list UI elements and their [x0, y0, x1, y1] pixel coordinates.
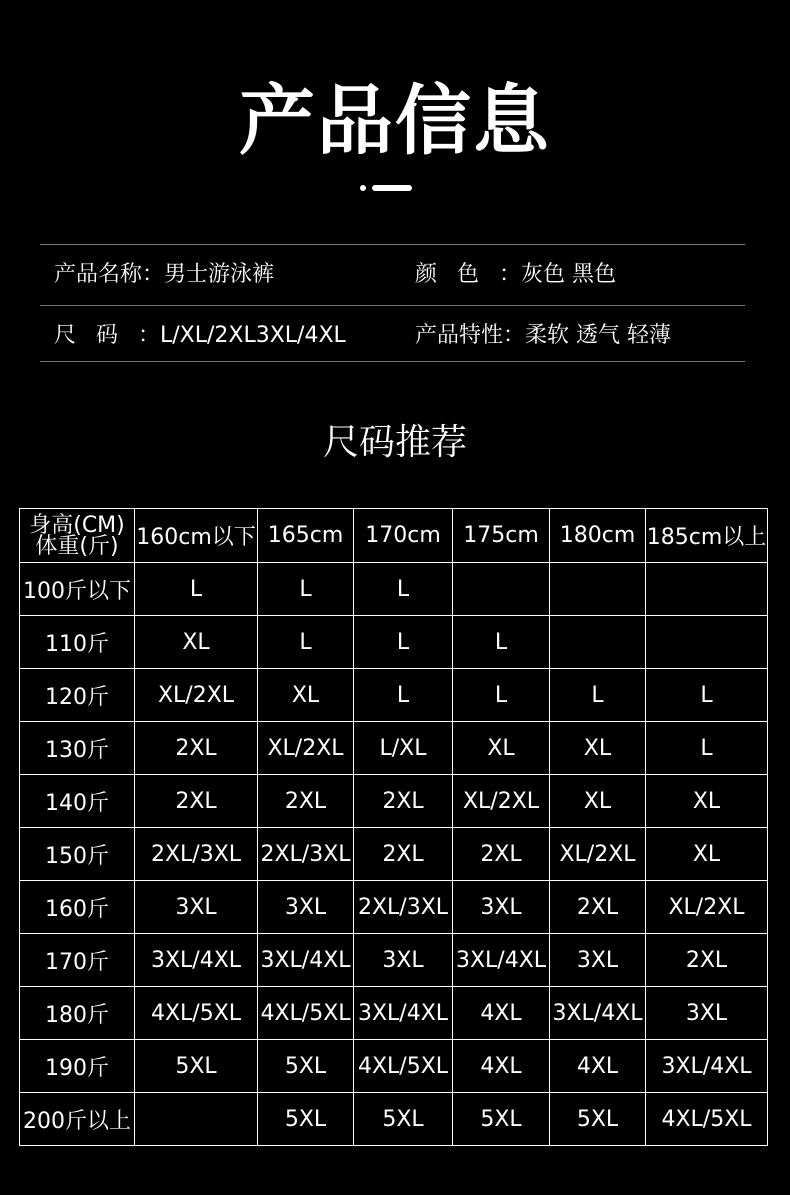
size-cell: 4XL/5XL: [354, 1040, 453, 1093]
size-cell: XL: [258, 669, 354, 722]
size-cell: [646, 563, 768, 616]
size-cell: XL: [646, 775, 768, 828]
size-cell: 3XL/4XL: [646, 1040, 768, 1093]
weight-cell: 200斤以上: [20, 1093, 135, 1146]
size-cell: 3XL/4XL: [453, 934, 550, 987]
size-cell: L: [354, 563, 453, 616]
product-color-label: 颜色：: [415, 262, 521, 287]
size-cell: 2XL: [354, 828, 453, 881]
size-cell: 2XL/3XL: [354, 881, 453, 934]
size-cell: 5XL: [453, 1093, 550, 1146]
title-decoration: [360, 185, 420, 191]
table-row: [20, 987, 768, 1040]
size-cell: 2XL: [135, 722, 258, 775]
size-cell: L: [646, 722, 768, 775]
size-cell: 3XL: [135, 881, 258, 934]
weight-cell: 120斤: [20, 669, 135, 722]
height-header: 185cm以上: [646, 509, 768, 563]
product-size-item: [54, 306, 346, 366]
table-row: [20, 1093, 768, 1146]
size-cell: 4XL/5XL: [646, 1093, 768, 1146]
size-cell: L: [453, 669, 550, 722]
size-cell: 3XL/4XL: [550, 987, 646, 1040]
size-cell: 5XL: [258, 1040, 354, 1093]
size-cell: 4XL/5XL: [135, 987, 258, 1040]
weight-cell: 100斤以下: [20, 563, 135, 616]
size-section-title: 尺码推荐: [322, 422, 467, 463]
size-cell: XL: [646, 828, 768, 881]
size-cell: 4XL: [453, 987, 550, 1040]
size-cell: 2XL: [354, 775, 453, 828]
height-header: 170cm: [354, 509, 453, 563]
size-cell: XL: [135, 616, 258, 669]
size-cell: 3XL: [646, 987, 768, 1040]
size-cell: L/XL: [354, 722, 453, 775]
decoration-bar: [372, 185, 412, 191]
table-row: [20, 828, 768, 881]
table-row: [20, 563, 768, 616]
weight-cell: 190斤: [20, 1040, 135, 1093]
size-cell: 4XL/5XL: [258, 987, 354, 1040]
size-cell: [550, 563, 646, 616]
size-cell: XL/2XL: [550, 828, 646, 881]
size-cell: XL: [550, 775, 646, 828]
size-cell: L: [135, 563, 258, 616]
table-row: [20, 934, 768, 987]
weight-cell: 130斤: [20, 722, 135, 775]
size-cell: XL/2XL: [135, 669, 258, 722]
weight-cell: 180斤: [20, 987, 135, 1040]
size-cell: 5XL: [354, 1093, 453, 1146]
size-cell: L: [354, 669, 453, 722]
weight-cell: 170斤: [20, 934, 135, 987]
table-row: [20, 669, 768, 722]
size-cell: L: [354, 616, 453, 669]
weight-cell: 140斤: [20, 775, 135, 828]
height-header: 160cm以下: [135, 509, 258, 563]
height-header: 175cm: [453, 509, 550, 563]
product-size-value: L/XL/2XL3XL/4XL: [160, 323, 346, 348]
size-cell: 3XL/4XL: [258, 934, 354, 987]
size-cell: 4XL: [453, 1040, 550, 1093]
size-cell: [646, 616, 768, 669]
size-cell: 5XL: [550, 1093, 646, 1146]
info-row-1: [40, 245, 745, 305]
size-cell: L: [453, 616, 550, 669]
size-cell: 3XL: [258, 881, 354, 934]
size-cell: 5XL: [258, 1093, 354, 1146]
size-cell: L: [550, 669, 646, 722]
size-cell: XL/2XL: [646, 881, 768, 934]
size-cell: L: [258, 616, 354, 669]
product-color-item: [415, 245, 616, 305]
size-cell: [550, 616, 646, 669]
size-cell: 3XL: [354, 934, 453, 987]
product-name-value: 男士游泳裤: [164, 262, 275, 287]
size-cell: 2XL: [135, 775, 258, 828]
weight-cell: 160斤: [20, 881, 135, 934]
size-cell: 3XL/4XL: [135, 934, 258, 987]
size-cell: 5XL: [135, 1040, 258, 1093]
product-feature-label: 产品特性：: [415, 323, 526, 348]
table-body: [20, 563, 768, 1146]
table-row: [20, 775, 768, 828]
size-cell: 2XL: [550, 881, 646, 934]
table-row: [20, 1040, 768, 1093]
product-name-label: 产品名称：: [54, 262, 165, 287]
product-size-label: 尺码：: [54, 323, 160, 348]
size-cell: 2XL/3XL: [258, 828, 354, 881]
size-cell: XL: [453, 722, 550, 775]
product-feature-value: 柔软 透气 轻薄: [525, 323, 672, 348]
table-row: [20, 616, 768, 669]
height-header: 180cm: [550, 509, 646, 563]
decoration-dot: [360, 185, 366, 191]
size-cell: [453, 563, 550, 616]
size-cell: 2XL: [453, 828, 550, 881]
product-name-item: [54, 245, 274, 305]
weight-cell: 150斤: [20, 828, 135, 881]
page-title: 产品信息: [239, 76, 551, 165]
size-cell: 3XL: [550, 934, 646, 987]
size-cell: 2XL: [258, 775, 354, 828]
weight-cell: 110斤: [20, 616, 135, 669]
size-chart-table: [19, 508, 768, 1146]
size-cell: XL: [550, 722, 646, 775]
size-cell: XL/2XL: [453, 775, 550, 828]
size-cell: L: [258, 563, 354, 616]
table-corner-cell: [20, 509, 135, 563]
table-header-row: [20, 509, 768, 563]
info-row-2: [40, 306, 745, 366]
product-feature-item: [415, 306, 671, 366]
size-cell: L: [646, 669, 768, 722]
size-cell: 2XL: [646, 934, 768, 987]
table-row: [20, 881, 768, 934]
size-cell: 4XL: [550, 1040, 646, 1093]
size-cell: 3XL: [453, 881, 550, 934]
size-cell: 2XL/3XL: [135, 828, 258, 881]
size-cell: XL/2XL: [258, 722, 354, 775]
size-cell: 3XL/4XL: [354, 987, 453, 1040]
table-row: [20, 722, 768, 775]
product-color-value: 灰色 黑色: [521, 262, 616, 287]
size-cell: [135, 1093, 258, 1146]
info-divider-bottom: [40, 361, 745, 362]
corner-weight-label: 体重(斤): [35, 533, 119, 559]
height-header: 165cm: [258, 509, 354, 563]
corner-height-label: 身高(CM): [29, 512, 125, 538]
